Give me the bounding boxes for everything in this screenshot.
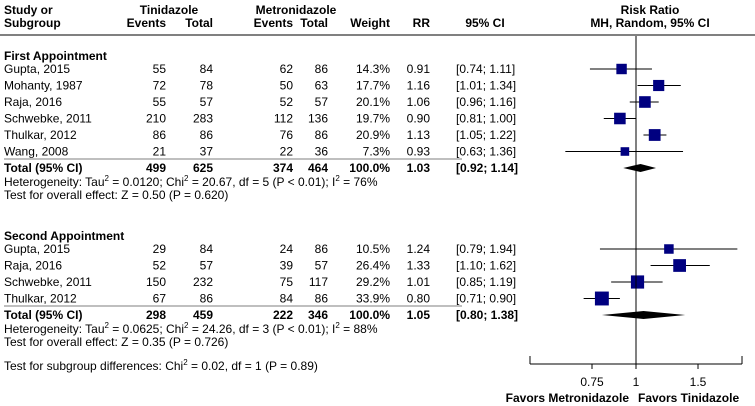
met-events: 75 [279,275,293,289]
total-rr: 1.05 [406,308,430,322]
x-tick-label: 1 [632,375,640,389]
subgroup-title: Second Appointment [4,229,125,243]
weight-value: 19.7% [355,111,390,126]
met-total: 86 [314,62,328,76]
tin-events-header: Events [126,16,166,30]
study-name: Gupta, 2015 [4,62,71,76]
x-tick-label: 0.75 [580,375,604,389]
tin-events: 29 [152,242,166,256]
study-square [595,292,609,306]
ci-header: 95% CI [465,16,505,30]
total-weight: 100.0% [349,308,390,322]
total-met-events: 222 [272,308,293,322]
rr-value: 1.33 [406,258,430,273]
heterogeneity-text: Heterogeneity: Tau$^2$ = 0.0120; Chi$^2$ = 20.67, df = 5 (P < 0.01); $I^2 = 76\%$ [4,174,378,189]
met-total: 36 [314,144,328,159]
total-met-events: 374 [272,161,293,175]
tin-total: 84 [199,242,213,256]
tin-total: 37 [199,144,213,159]
study-name: Wang, 2008 [4,144,69,159]
met-events: 62 [279,62,293,76]
ci-value: [1.01; 1.34] [456,78,517,93]
summary-diamond [602,311,685,319]
met-total: 57 [314,258,328,273]
study-name: Schwebke, 2011 [4,111,92,126]
rr-value: 0.80 [406,291,430,306]
tin-total: 283 [192,111,213,126]
met-total: 57 [314,95,328,109]
met-events: 76 [279,128,293,142]
tin-events: 72 [152,78,166,93]
total-weight: 100.0% [349,161,390,175]
plot-header-line1: Risk Ratio [620,3,680,17]
ci-value: [0.85; 1.19] [456,275,517,289]
met-events: 84 [279,291,293,306]
tin-total: 78 [199,78,213,93]
favors-left-label: Favors Metronidazole [505,391,629,405]
total-met-total: 464 [307,161,328,175]
subgroup-test-text: Test for subgroup differences: Chi$^2$ = 0.02, df = 1 (P = 0.89) [4,358,318,373]
study-header-line2: Subgroup [4,16,61,30]
ci-value: [0.71; 0.90] [456,291,517,306]
met-events: 24 [279,242,293,256]
forest-marks [565,64,737,319]
total-met-total: 346 [307,308,328,322]
total-label: Total (95% CI) [4,308,83,322]
study-header-line1: Study or [4,3,53,17]
study-name: Schwebke, 2011 [4,275,92,289]
tin-events: 67 [152,291,166,306]
tin-total: 84 [199,62,213,76]
tin-events: 210 [145,111,166,126]
study-square [621,147,630,156]
met-events: 50 [279,78,293,93]
total-ci: [0.80; 1.38] [456,308,519,322]
total-tin-events: 298 [145,308,166,322]
met-events-header: Events [253,16,293,30]
tin-events: 21 [152,144,166,159]
tin-total: 57 [199,258,213,273]
study-square [673,259,686,272]
tin-total: 57 [199,95,213,109]
study-name: Raja, 2016 [4,95,63,109]
ci-value: [1.10; 1.62] [456,258,517,273]
metronidazole-header: Metronidazole [255,3,337,17]
plot-header-line2: MH, Random, 95% CI [590,16,710,30]
total-label: Total (95% CI) [4,161,83,175]
weight-header: Weight [350,16,390,30]
summary-diamond [623,164,656,172]
table-body [4,49,518,373]
met-events: 22 [279,144,293,159]
weight-value: 10.5% [355,242,390,256]
study-name: Mohanty, 1987 [4,78,83,93]
weight-value: 20.9% [355,128,390,142]
table-header [4,3,710,30]
total-tin-total: 625 [192,161,213,175]
tin-total: 86 [199,291,213,306]
favors-right-label: Favors Tinidazole [638,391,740,405]
met-total: 86 [314,291,328,306]
study-name: Thulkar, 2012 [4,128,77,142]
weight-value: 33.9% [355,291,390,306]
rr-value: 1.06 [406,95,430,109]
tin-total-header: Total [185,16,213,30]
study-square [614,113,626,125]
study-name: Gupta, 2015 [4,242,71,256]
rr-value: 1.16 [406,78,430,93]
subgroup-title: First Appointment [4,49,107,63]
study-square [653,80,664,91]
overall-effect-text: Test for overall effect: Z = 0.50 (P = 0.620) [4,188,229,202]
weight-value: 14.3% [355,62,390,76]
weight-value: 7.3% [362,144,390,159]
study-name: Thulkar, 2012 [4,291,77,306]
rr-value: 1.13 [406,128,430,142]
tin-total: 86 [199,128,213,142]
ci-value: [0.79; 1.94] [456,242,517,256]
rr-value: 0.90 [406,111,430,126]
heterogeneity-text: Heterogeneity: Tau$^2$ = 0.0625; Chi$^2$ = 24.26, df = 3 (P < 0.01); $I^2 = 88\%$ [4,321,378,336]
weight-value: 17.7% [355,78,390,93]
x-axis [506,36,742,405]
overall-effect-text: Test for overall effect: Z = 0.35 (P = 0.726) [4,335,229,349]
tin-events: 150 [145,275,166,289]
tin-events: 55 [152,95,166,109]
rr-value: 0.91 [406,62,430,76]
met-events: 39 [279,258,293,273]
tin-total: 232 [192,275,213,289]
study-square [631,275,644,288]
rr-value: 1.01 [406,275,430,289]
rr-header: RR [412,16,430,30]
x-tick-label: 1.5 [689,375,707,389]
met-total-header: Total [300,16,328,30]
weight-value: 29.2% [355,275,390,289]
rr-value: 0.93 [406,144,430,159]
study-square [664,244,674,254]
ci-value: [0.81; 1.00] [456,111,517,126]
ci-value: [0.63; 1.36] [456,144,517,159]
rr-value: 1.24 [406,242,430,256]
met-total: 136 [307,111,328,126]
tin-events: 86 [152,128,166,142]
weight-value: 26.4% [355,258,390,273]
ci-value: [0.96; 1.16] [456,95,517,109]
met-events: 52 [279,95,293,109]
study-square [639,96,651,108]
weight-value: 20.1% [355,95,390,109]
tin-events: 52 [152,258,166,273]
tin-events: 55 [152,62,166,76]
total-tin-events: 499 [145,161,166,175]
met-events: 112 [273,111,293,126]
study-square [616,64,626,74]
ci-value: [0.74; 1.11] [456,62,516,76]
total-tin-total: 459 [192,308,213,322]
tinidazole-header: Tinidazole [139,3,199,17]
met-total: 86 [314,242,328,256]
met-total: 63 [314,78,328,93]
total-rr: 1.03 [406,161,430,175]
total-ci: [0.92; 1.14] [456,161,519,175]
met-total: 117 [308,275,328,289]
ci-value: [1.05; 1.22] [456,128,517,142]
study-name: Raja, 2016 [4,258,63,273]
study-square [649,129,661,141]
met-total: 86 [314,128,328,142]
